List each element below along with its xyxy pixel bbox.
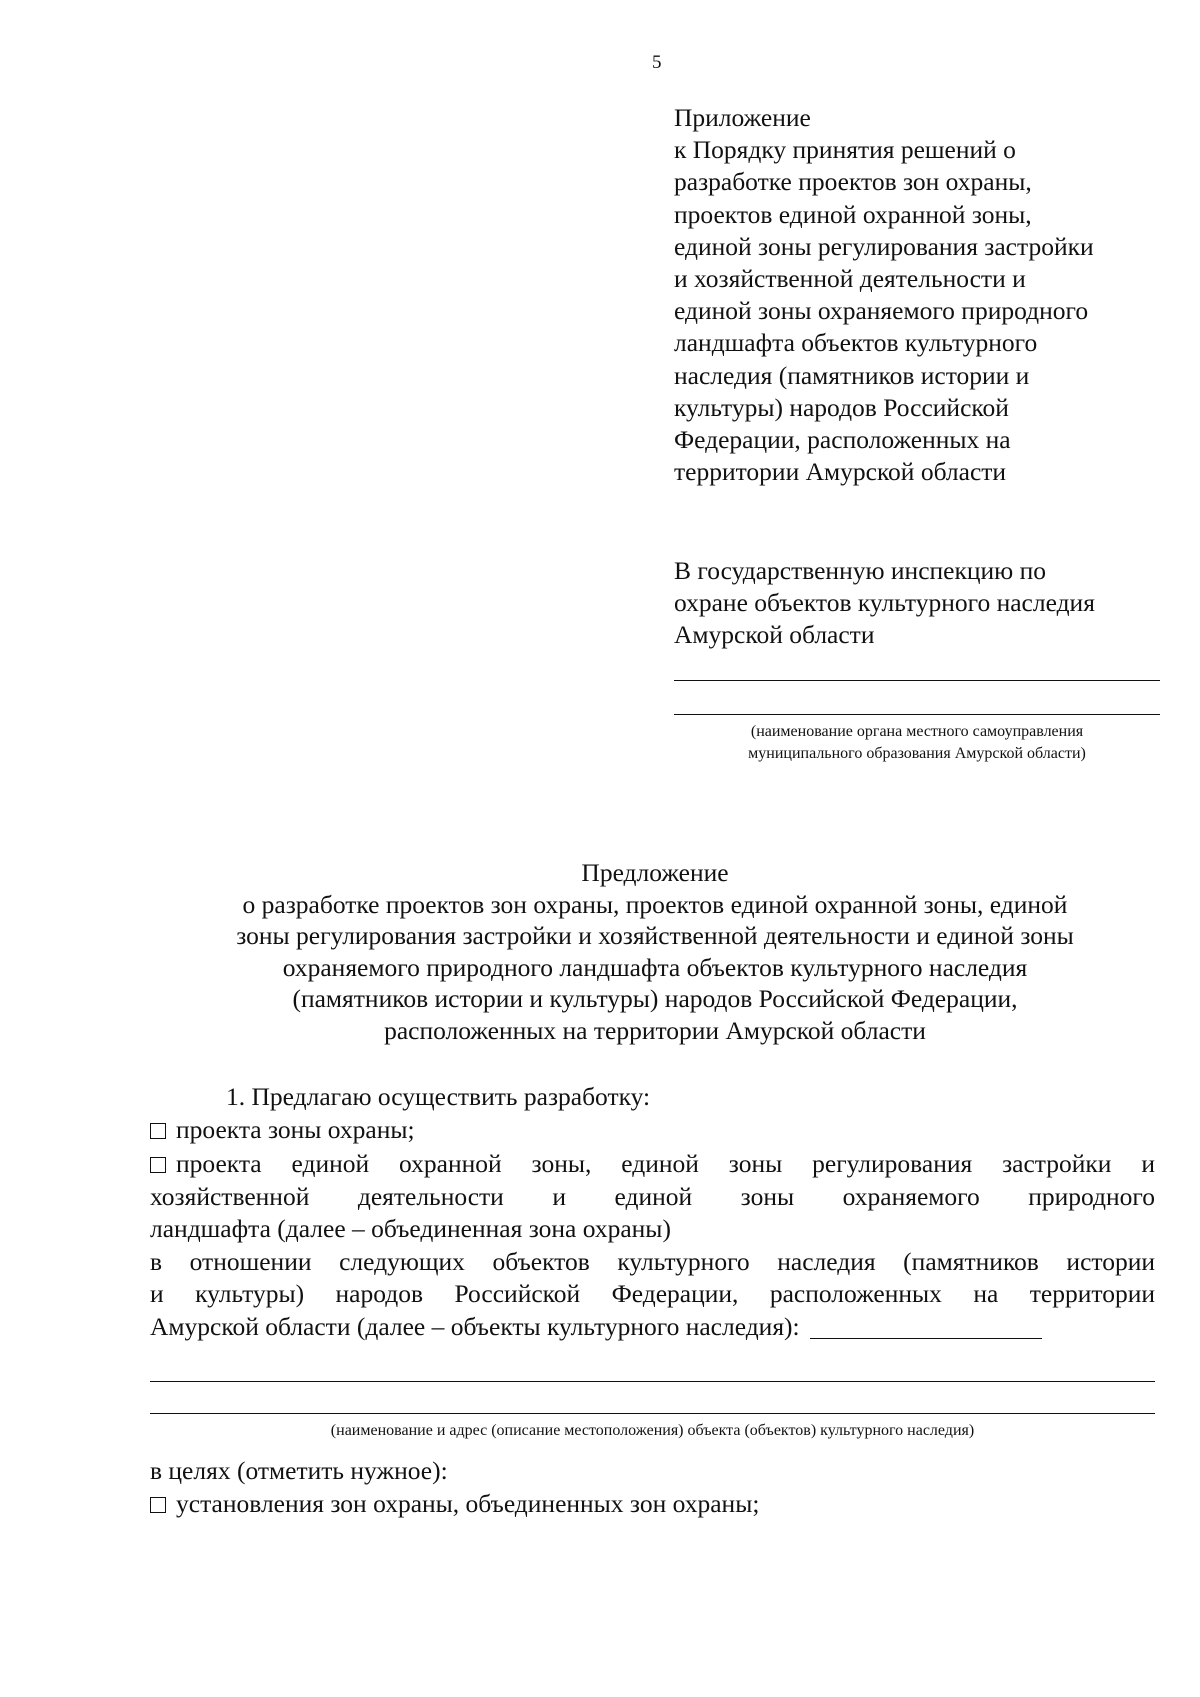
option-establish[interactable]: [150, 1488, 1155, 1521]
objects-line-2: и культуры) народов Российской Федерации, расположенных на территории: [150, 1279, 1155, 1308]
purpose-block: [150, 1455, 1155, 1520]
addressee-line: В государственную инспекцию по: [674, 556, 1046, 585]
appendix-line: ландшафта объектов культурного: [674, 328, 1038, 358]
document-title: [150, 857, 1160, 1046]
appendix-line: и хозяйственной деятельности и: [674, 264, 1026, 294]
title-line: Предложение: [581, 858, 729, 887]
addressee-blank-line-2[interactable]: [674, 714, 1160, 715]
addressee-block: [674, 555, 1174, 651]
addressee-line: Амурской области: [674, 620, 875, 649]
title-line: расположенных на территории Амурской области: [384, 1015, 926, 1045]
appendix-line: проектов единой охранной зоны,: [674, 199, 1032, 229]
addressee-line: охране объектов культурного наследия: [674, 588, 1095, 617]
checkbox-icon[interactable]: [150, 1497, 166, 1513]
checkbox-icon[interactable]: [150, 1123, 166, 1139]
option-unified-zone[interactable]: [150, 1148, 1155, 1181]
objects-blank-line-2[interactable]: [150, 1413, 1155, 1414]
objects-line-3-row: [150, 1311, 1155, 1344]
appendix-line: наследия (памятников истории и: [674, 360, 1030, 390]
option-zone-project[interactable]: [150, 1114, 1155, 1147]
appendix-line: разработке проектов зон охраны,: [674, 167, 1032, 197]
appendix-line: культуры) народов Российской: [674, 392, 1009, 422]
title-line: о разработке проектов зон охраны, проектов единой охранной зоны, единой: [242, 889, 1068, 919]
appendix-line: к Порядку принятия решений о: [674, 135, 1016, 165]
proposal-body: [150, 1081, 1155, 1343]
option-unified-line-2: хозяйственной деятельности и единой зоны охраняемого природного: [150, 1181, 1155, 1211]
option-zone-project-label: проекта зоны охраны;: [176, 1114, 415, 1144]
objects-caption: (наименование и адрес (описание местоположения) объекта (объектов) культурного наследия): [330, 1422, 975, 1439]
objects-inline-blank[interactable]: [810, 1314, 1042, 1339]
option-unified-line-3: ландшафта (далее – объединенная зона охраны): [150, 1214, 671, 1243]
item1-heading: 1. Предлагаю осуществить разработку:: [226, 1082, 651, 1111]
title-line: (памятников истории и культуры) народов Российской Федерации,: [292, 984, 1018, 1013]
option-establish-label: установления зон охраны, объединенных зон охраны;: [176, 1488, 760, 1518]
addressee-caption: [674, 721, 1160, 765]
option-unified-line-1: проекта единой охранной зоны, единой зоны регулирования застройки и: [176, 1149, 1155, 1178]
title-line: охраняемого природного ландшафта объектов культурного наследия: [282, 952, 1028, 982]
objects-blank-line-1[interactable]: [150, 1381, 1155, 1382]
appendix-line: Приложение: [674, 103, 811, 132]
addressee-caption-line: (наименование органа местного самоуправления: [750, 723, 1084, 740]
appendix-line: единой зоны охраняемого природного: [674, 296, 1089, 326]
addressee-caption-line: муниципального образования Амурской области): [748, 745, 1086, 762]
addressee-blank-line-1[interactable]: [674, 680, 1160, 681]
page-number: 5: [652, 52, 662, 73]
title-line: зоны регулирования застройки и хозяйственной деятельности и единой зоны: [236, 921, 1074, 950]
objects-line-3: Амурской области (далее – объекты культурного наследия):: [150, 1311, 800, 1341]
checkbox-icon[interactable]: [150, 1157, 166, 1173]
purpose-heading: в целях (отметить нужное):: [150, 1456, 448, 1485]
appendix-line: Федерации, расположенных на: [674, 425, 1011, 455]
appendix-line: территории Амурской области: [674, 457, 1007, 487]
objects-line-1: в отношении следующих объектов культурного наследия (памятников истории: [150, 1246, 1155, 1276]
appendix-line: единой зоны регулирования застройки: [674, 231, 1094, 261]
appendix-header: [674, 102, 1174, 488]
